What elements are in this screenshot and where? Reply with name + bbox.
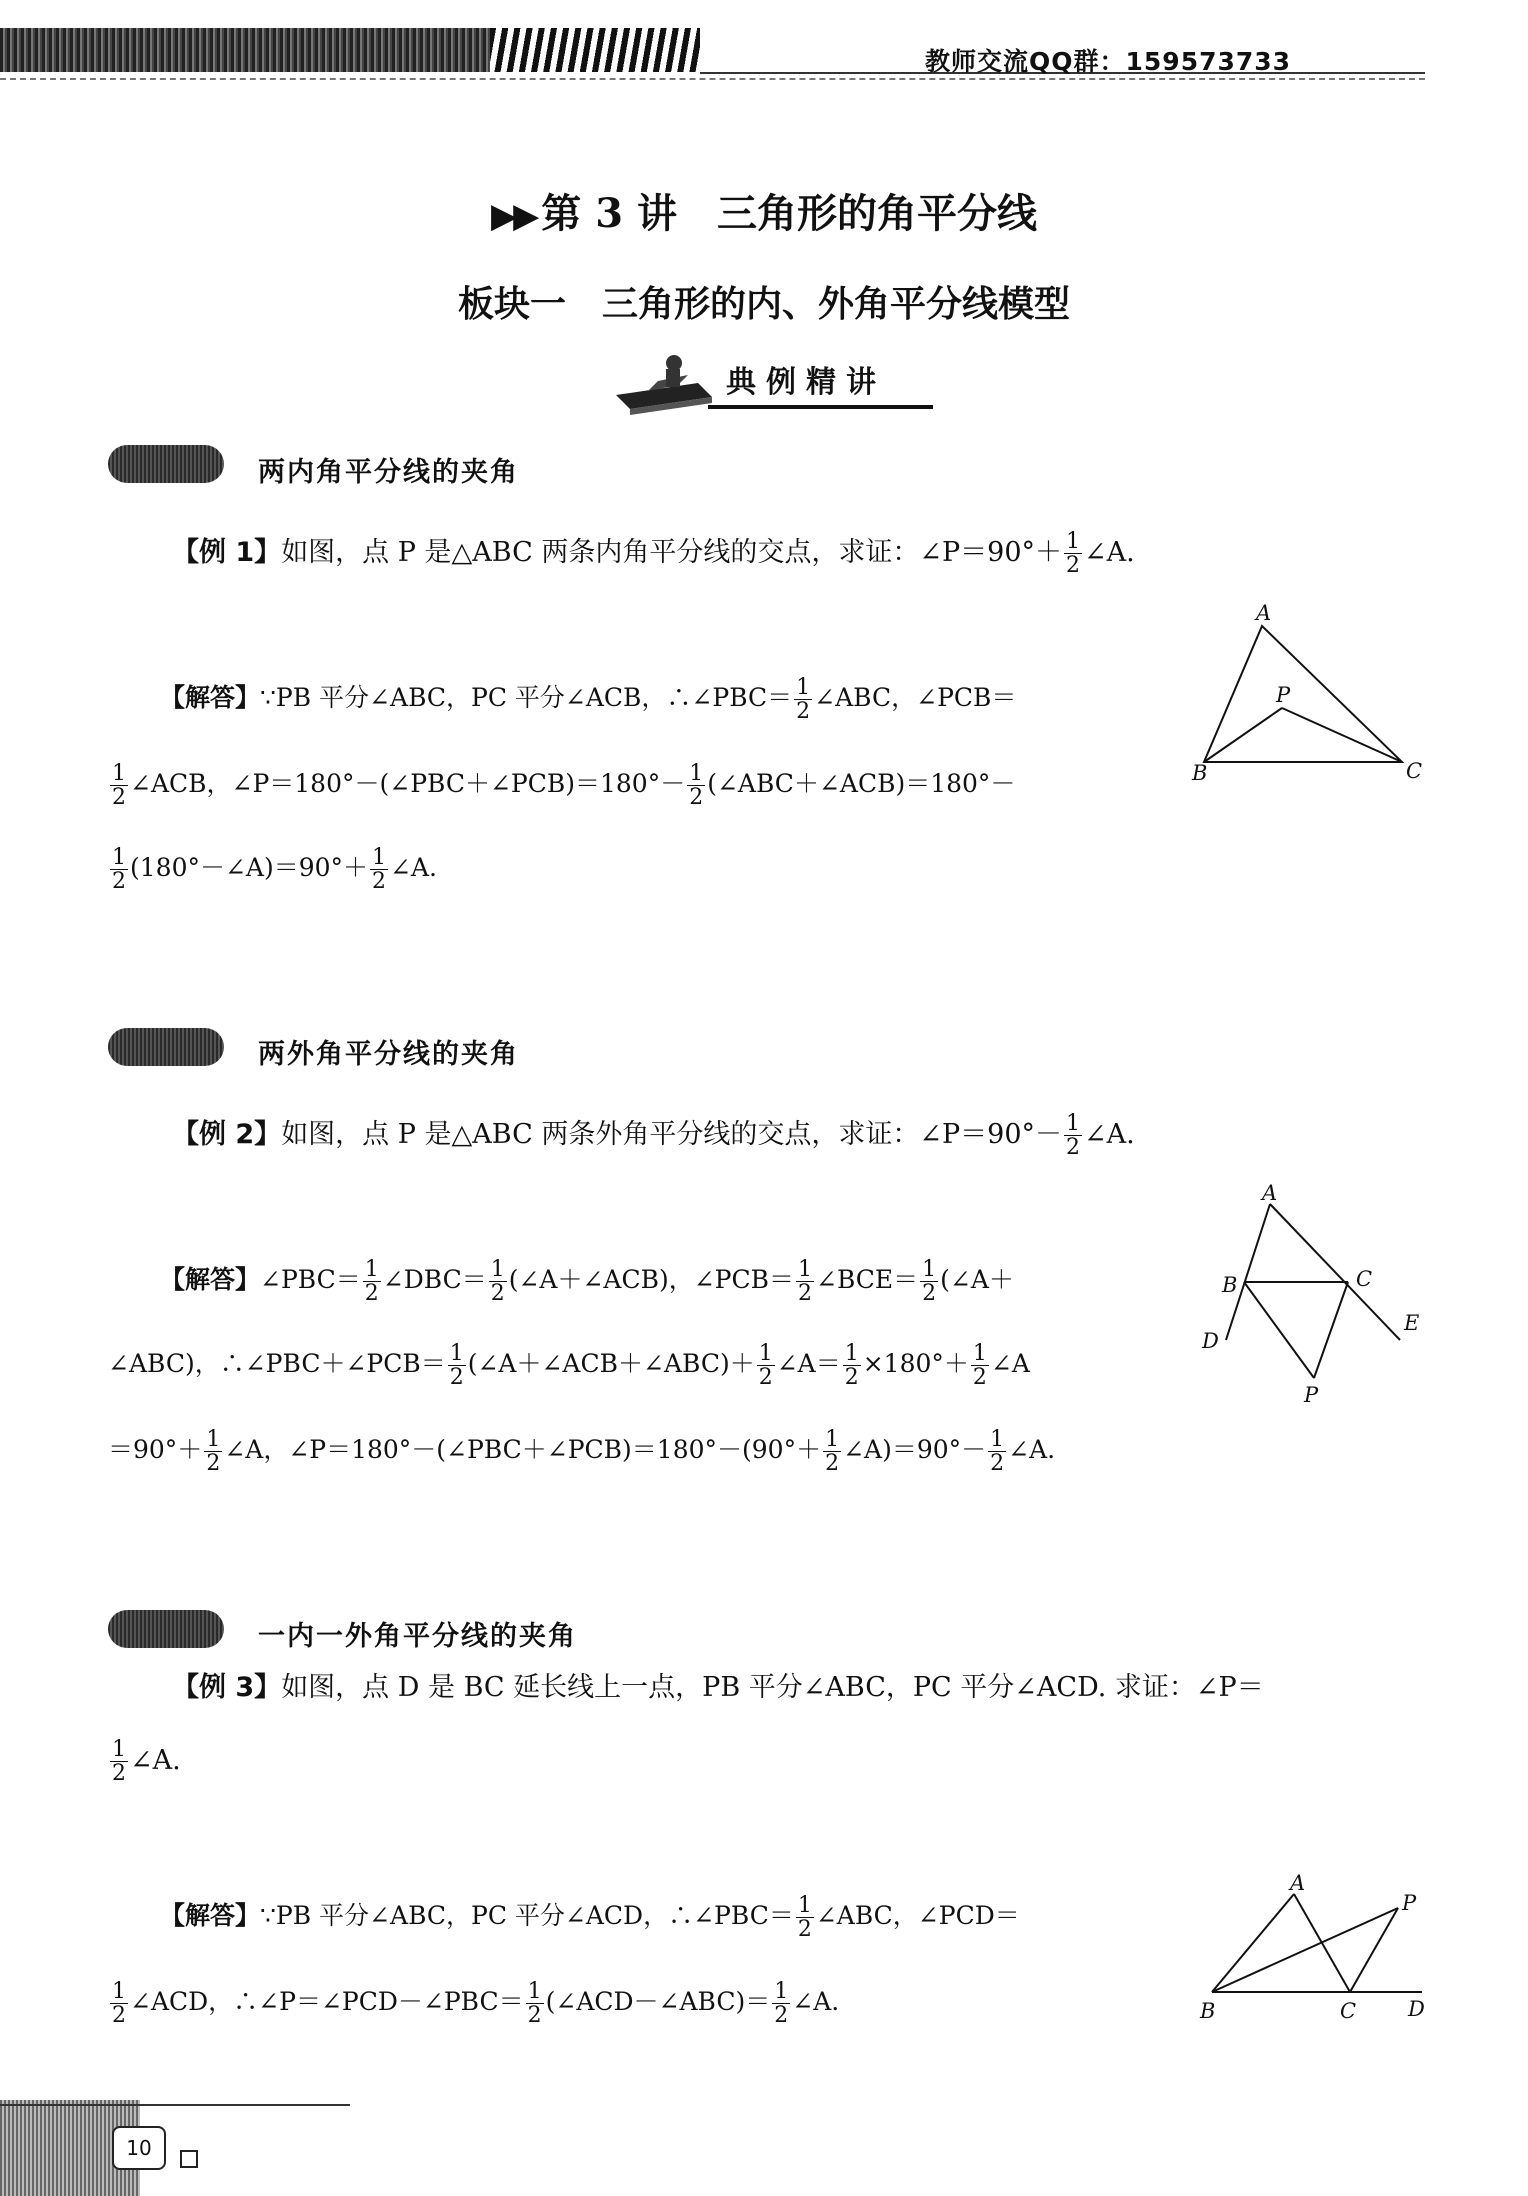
example-2-text: 如图，点 P 是△ABC 两条外角平分线的交点，求证：∠P＝90°－ — [281, 1119, 1063, 1151]
banner-underline — [708, 405, 933, 409]
fraction-half: $\frac{1}{2}$ — [797, 1893, 812, 1943]
fraction-half: $\frac{1}{2}$ — [364, 1257, 379, 1307]
footer-square-icon — [180, 2150, 198, 2168]
example-2-label: 【例 2】 — [172, 1119, 282, 1151]
header-decoration-bar — [0, 28, 700, 72]
header-slash-pattern — [490, 28, 700, 72]
fig3-label-p: P — [1402, 1891, 1417, 1915]
solution-2-line-1: 【解答】∠PBC＝ $\frac{1}{2}$ ∠DBC＝ $\frac{1}{2}$ (∠A＋∠ACB)，∠PCB＝ $\frac{1}{2}$ ∠BCE＝ $\frac{1}{2}$ (∠A＋ — [160, 1257, 1014, 1307]
solution-1-line-2: $\frac{1}{2}$ ∠ACB，∠P＝180°－(∠PBC＋∠PCB)＝180°－ $\frac{1}{2}$ (∠ABC＋∠ACB)＝180°－ — [112, 761, 1016, 811]
examples-banner — [608, 345, 938, 417]
fig1-label-b: B — [1192, 761, 1208, 785]
fraction-half: $\frac{1}{2}$ — [1066, 529, 1081, 579]
solution-2-line-3: ＝90°＋ $\frac{1}{2}$ ∠A，∠P＝180°－(∠PBC＋∠PCB)＝180°－(90°＋ $\frac{1}{2}$ ∠A)＝90°－ $\frac{1}{2}$ ∠A. — [108, 1427, 1056, 1477]
section-heading-2: 两外角平分线的夹角 — [258, 1039, 519, 1070]
figure-3-triangle — [1190, 1860, 1440, 2030]
fraction-half: $\frac{1}{2}$ — [798, 1257, 812, 1307]
fraction-half: $\frac{1}{2}$ — [112, 761, 126, 811]
example-1-text: 如图，点 P 是△ABC 两条内角平分线的交点，求证：∠P＝90°＋ — [281, 537, 1063, 569]
title-text: 第 3 讲 三角形的角平分线 — [541, 190, 1037, 237]
example-1-label: 【例 1】 — [172, 537, 282, 569]
fraction-half: $\frac{1}{2}$ — [990, 1427, 1005, 1477]
solution-2-line-2: ∠ABC)，∴∠PBC＋∠PCB＝ $\frac{1}{2}$ (∠A＋∠ACB＋∠ABC)＋ $\frac{1}{2}$ ∠A＝ $\frac{1}{2}$ ×180°＋ $\frac{1}{2}$ ∠A — [108, 1341, 1030, 1391]
solution-2-label: 【解答】 — [160, 1265, 261, 1295]
solution-3-line-1: 【解答】∵PB 平分∠ABC，PC 平分∠ACD，∴∠PBC＝ $\frac{1}{2}$ ∠ABC，∠PCD＝ — [160, 1893, 1020, 1943]
fraction-half: $\frac{1}{2}$ — [825, 1427, 840, 1477]
banner-text: 典例精讲 — [726, 365, 886, 400]
footer-rule — [0, 2104, 350, 2106]
solution-3-line-2: $\frac{1}{2}$ ∠ACD，∴∠P＝∠PCD－∠PBC＝ $\frac{1}{2}$ (∠ACD－∠ABC)＝ $\frac{1}{2}$ ∠A. — [112, 1979, 840, 2029]
figure-2-triangle — [1190, 1180, 1430, 1410]
fraction-half: $\frac{1}{2}$ — [844, 1341, 859, 1391]
fig2-label-b: B — [1222, 1273, 1238, 1297]
fig2-label-a: A — [1262, 1181, 1278, 1205]
fraction-half: $\frac{1}{2}$ — [112, 1979, 126, 2029]
fraction-half: $\frac{1}{2}$ — [490, 1257, 505, 1307]
fraction-half: $\frac{1}{2}$ — [449, 1341, 464, 1391]
fraction-half: $\frac{1}{2}$ — [112, 845, 126, 895]
fig2-label-e: E — [1404, 1311, 1420, 1335]
section-subtitle: 板块一 三角形的内、外角平分线模型 — [457, 283, 1070, 325]
section-pill-icon — [108, 1610, 224, 1648]
fraction-half: $\frac{1}{2}$ — [796, 675, 811, 725]
figure-1-triangle — [1180, 600, 1440, 790]
header-group-info: 教师交流QQ群：159573733 — [925, 47, 1292, 76]
example-3-question — [172, 1674, 1264, 1701]
solution-3-label: 【解答】 — [160, 1901, 261, 1931]
header-dashed-rule — [0, 78, 1425, 80]
example-1-question — [172, 530, 1135, 577]
example-3-question-line-2: $\frac{1}{2}$ ∠A. — [112, 1737, 181, 1787]
fig2-label-d: D — [1202, 1329, 1219, 1353]
section-heading-1: 两内角平分线的夹角 — [258, 457, 519, 488]
fig2-label-p: P — [1304, 1383, 1319, 1407]
section-pill-icon — [108, 445, 224, 483]
fraction-half: $\frac{1}{2}$ — [922, 1257, 937, 1307]
fig3-label-a: A — [1290, 1871, 1306, 1895]
example-3-label: 【例 3】 — [172, 1672, 282, 1703]
fraction-half: $\frac{1}{2}$ — [774, 1979, 789, 2029]
fraction-half: $\frac{1}{2}$ — [112, 1737, 126, 1787]
fraction-half: $\frac{1}{2}$ — [372, 845, 387, 895]
fig1-label-a: A — [1256, 601, 1272, 625]
example-2-question — [172, 1112, 1135, 1159]
fig3-label-d: D — [1408, 1997, 1425, 2021]
example-2-text-end: ∠A. — [1084, 1119, 1135, 1151]
fraction-half: $\frac{1}{2}$ — [972, 1341, 987, 1391]
fig2-label-c: C — [1356, 1267, 1373, 1291]
page-number: 10 — [112, 2126, 166, 2170]
fraction-half: $\frac{1}{2}$ — [1066, 1111, 1081, 1161]
solution-1-line-1: 【解答】∵PB 平分∠ABC，PC 平分∠ACB，∴∠PBC＝ $\frac{1}{2}$ ∠ABC，∠PCB＝ — [160, 675, 1017, 725]
example-3-text: 如图，点 D 是 BC 延长线上一点，PB 平分∠ABC，PC 平分∠ACD. 求证：∠P＝ — [281, 1672, 1264, 1703]
section-heading-3: 一内一外角平分线的夹角 — [258, 1621, 577, 1652]
fig3-label-b: B — [1200, 1999, 1216, 2023]
title-arrow-icon: ▶▶ — [491, 196, 536, 236]
fig1-label-p: P — [1276, 683, 1291, 707]
fraction-half: $\frac{1}{2}$ — [527, 1979, 542, 2029]
fig1-label-c: C — [1406, 759, 1423, 783]
fig3-label-c: C — [1340, 1999, 1357, 2023]
example-1-text-end: ∠A. — [1084, 537, 1135, 569]
fraction-half: $\frac{1}{2}$ — [689, 761, 704, 811]
section-pill-icon — [108, 1028, 224, 1066]
fraction-half: $\frac{1}{2}$ — [206, 1427, 221, 1477]
lecture-title — [0, 182, 1528, 239]
fraction-half: $\frac{1}{2}$ — [758, 1341, 773, 1391]
solution-1-line-3: $\frac{1}{2}$ (180°－∠A)＝90°＋ $\frac{1}{2}$ ∠A. — [112, 845, 437, 895]
solution-1-label: 【解答】 — [160, 683, 261, 713]
